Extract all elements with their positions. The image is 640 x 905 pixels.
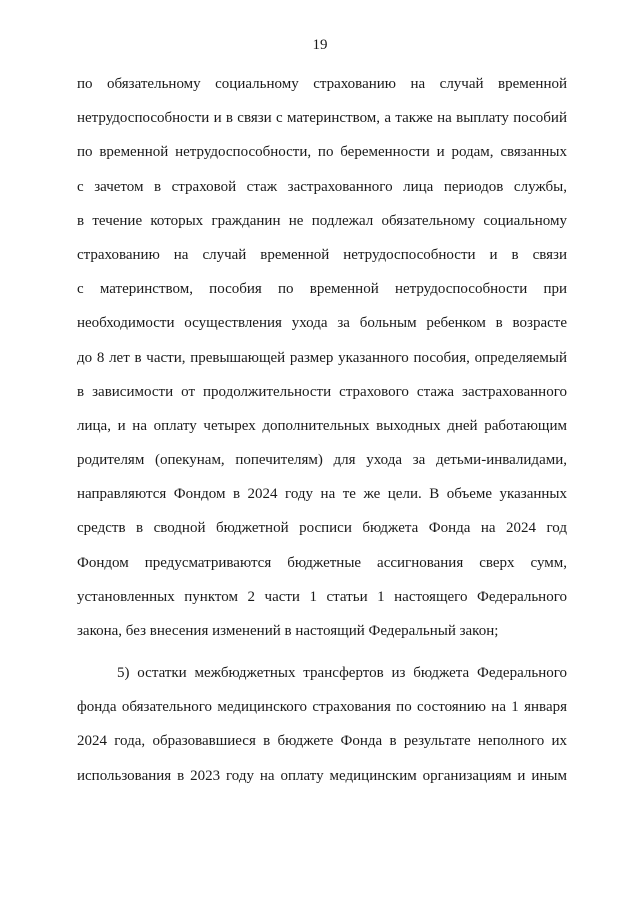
text-line: с зачетом в страховой стаж застрахованного лица периодов службы, [77, 178, 567, 195]
text-line: установленных пунктом 2 части 1 статьи 1 настоящего Федерального [77, 588, 567, 605]
text-line: Фондом предусматриваются бюджетные ассигнования сверх сумм, [77, 554, 567, 571]
text-line: в зависимости от продолжительности страхового стажа застрахованного [77, 383, 567, 400]
text-line: направляются Фондом в 2024 году на те же цели. В объеме указанных [77, 486, 567, 503]
text-line: до 8 лет в части, превышающей размер указанного пособия, определяемый [77, 349, 567, 366]
text-line: 2024 года, образовавшиеся в бюджете Фонда в результате неполного их [77, 733, 567, 750]
paragraph-continuation [77, 67, 567, 648]
text-line: по временной нетрудоспособности, по беременности и родам, связанных [77, 144, 567, 161]
paragraph-item-5 [77, 656, 567, 793]
text-line: по обязательному социальному страхованию на случай временной [77, 76, 567, 92]
text-line: фонда обязательного медицинского страхования по состоянию на 1 января [77, 699, 567, 716]
text-line: родителям (опекунам, попечителям) для ухода за детьми-инвалидами, [77, 452, 567, 469]
text-line: средств в сводной бюджетной росписи бюджета Фонда на 2024 год [77, 520, 567, 537]
text-line: использования в 2023 году на оплату медицинским организациям и иным [77, 767, 567, 784]
text-line: лица, и на оплату четырех дополнительных выходных дней работающим [77, 417, 567, 434]
text-line: необходимости осуществления ухода за больным ребенком в возрасте [77, 315, 567, 332]
text-line: 5) остатки межбюджетных трансфертов из бюджета Федерального [117, 665, 567, 681]
text-line: закона, без внесения изменений в настоящий Федеральный закон; [77, 623, 499, 639]
text-line: с материнством, пособия по временной нетрудоспособности при [77, 281, 567, 298]
text-line: страхованию на случай временной нетрудоспособности и в связи [77, 246, 567, 263]
text-line: нетрудоспособности и в связи с материнством, а также на выплату пособий [77, 110, 567, 127]
page-number: 19 [312, 37, 328, 53]
text-line: в течение которых гражданин не подлежал обязательному социальному [77, 212, 567, 229]
